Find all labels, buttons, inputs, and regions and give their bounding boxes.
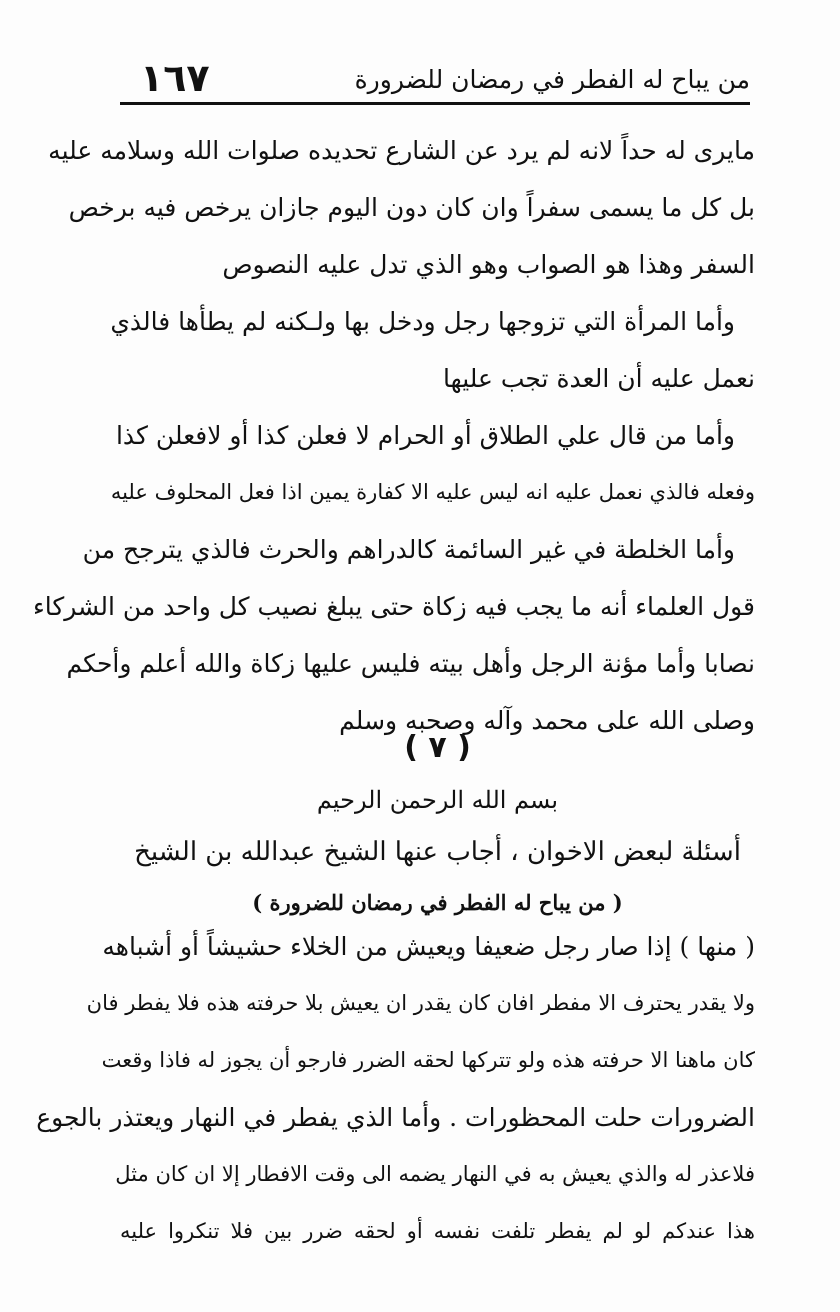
- text-line: قول العلماء أنه ما يجب فيه زكاة حتى يبلغ نصيب كل واحد من الشركاء: [32, 592, 755, 621]
- text-line: ولا يقدر يحترف الا مفطر افان كان يقدر ان يعيش بلا حرفته هذه فلا يفطر فان: [86, 991, 755, 1015]
- text-line: فلاعذر له والذي يعيش به في النهار يضمه الى وقت الافطار إلا ان كان مثل: [115, 1162, 755, 1186]
- section-subtitle: ( من يباح له الفطر في رمضان للضرورة ): [252, 890, 623, 915]
- text-line: نصابا وأما مؤنة الرجل وأهل بيته فليس عليها زكاة والله أعلم وأحكم: [66, 649, 755, 678]
- text-line: نعمل عليه أن العدة تجب عليها: [443, 364, 755, 393]
- section-title: أسئلة لبعض الاخوان ، أجاب عنها الشيخ عبدالله بن الشيخ: [134, 837, 741, 867]
- text-line: وأما من قال علي الطلاق أو الحرام لا فعلن كذا أو لافعلن كذا: [115, 421, 735, 450]
- text-line: وفعله فالذي نعمل عليه انه ليس عليه الا كفارة يمين اذا فعل المحلوف عليه: [110, 480, 755, 504]
- text-line: السفر وهذا هو الصواب وهو الذي تدل عليه النصوص: [222, 250, 755, 279]
- running-title: من يباح له الفطر في رمضان للضرورة: [354, 65, 750, 94]
- text-line: مايرى له حداً لانه لم يرد عن الشارع تحديده صلوات الله وسلامه عليه: [48, 136, 755, 165]
- basmala: بسم الله الرحمن الرحيم: [316, 786, 559, 814]
- text-line: وأما المرأة التي تزوجها رجل ودخل بها ولـكنه لم يطأها فالذي: [110, 307, 735, 336]
- body-text-top: [32, 122, 755, 749]
- page-number: ١٦٧: [140, 56, 210, 100]
- text-line: وصلى الله على محمد وآله وصحبه وسلم: [339, 706, 755, 735]
- text-line: الضرورات حلت المحظورات . وأما الذي يفطر في النهار ويعتذر بالجوع: [36, 1103, 755, 1132]
- text-line: كان ماهنا الا حرفته هذه ولو تتركها لحقه الضرر فارجو أن يجوز له فاذا وقعت: [101, 1048, 755, 1072]
- text-line: ( منها ) إذا صار رجل ضعيفا ويعيش من الخلاء حشيشاً أو أشباهه: [102, 932, 755, 961]
- text-line: بل كل ما يسمى سفراً وان كان دون اليوم جازان يرخص فيه برخص: [68, 193, 755, 222]
- section-number: ( ٧ ): [404, 730, 471, 765]
- page-header: [120, 58, 750, 105]
- body-text-bottom: [36, 918, 755, 1260]
- text-line: هذا عندكم لو لم يفطر تلفت نفسه أو لحقه ضرر بين فلا تنكروا عليه: [120, 1219, 755, 1243]
- text-line: وأما الخلطة في غير السائمة كالدراهم والحرث فالذي يترجح من: [82, 535, 735, 564]
